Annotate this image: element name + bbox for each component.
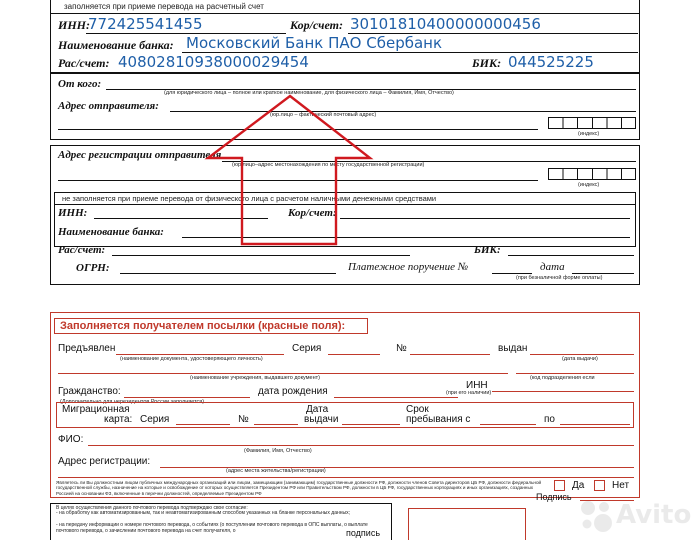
inn-line [492, 391, 634, 392]
number-line [410, 354, 490, 355]
top-bik-value: 044525225 [508, 53, 594, 71]
cash-ogrn-label: ОГРН: [76, 262, 110, 274]
registration-index-caption: (индекс) [578, 182, 600, 188]
citizenship-line [124, 397, 250, 398]
registration-index-cells [548, 168, 636, 180]
presented-label: Предъявлен [58, 343, 116, 354]
cash-bik-line [508, 255, 634, 256]
issued-label: выдан [498, 343, 528, 354]
migration-series-line [176, 424, 230, 425]
migration-issue-date-2: выдачи [304, 414, 339, 425]
reg-address-caption: (адрес места жительства/регистрации) [226, 468, 326, 474]
migration-stay-1: Срок [406, 404, 429, 415]
series-label: Серия [292, 343, 322, 354]
sender-from-caption: (для юридического лица – полное или краткое наименование, для физического лица – Фамилия, Имя, Отчество) [164, 90, 454, 96]
migration-number-sign: № [238, 414, 249, 425]
cash-header-note: не заполняется при приеме перевода от физического лица с расчетом наличными денежными средствами [62, 194, 437, 203]
dept-code-line [516, 373, 634, 374]
top-inn-value: 772425541455 [88, 15, 203, 33]
migration-series-label: Серия [140, 414, 170, 425]
fio-line [88, 445, 634, 446]
registration-caption: (юр.лицо–адрес местонахождения по месту государственной регистрации) [232, 162, 425, 168]
birth-date-line [334, 397, 458, 398]
watermark-text: Avito [616, 500, 691, 530]
migration-label-1: Миграционная [62, 404, 130, 415]
signature-label: Подпись [536, 492, 572, 502]
cash-inn-label: ИНН: [58, 207, 88, 219]
cash-ras-label: Рас/счет: [58, 244, 106, 256]
avito-logo-icon [578, 498, 614, 534]
migration-stay-2: пребывания с [406, 414, 471, 425]
top-bank-value: Московский Банк ПАО Сбербанк [186, 34, 443, 52]
cash-ogrn-line [120, 273, 336, 274]
dept-code-caption: (код подразделения если [530, 375, 595, 381]
reg-address-line-2 [58, 477, 634, 478]
sender-address-label: Адрес отправителя: [58, 100, 159, 112]
top-kor-label: Кор/счет: [290, 18, 343, 32]
birth-date-label: дата рождения [258, 386, 328, 397]
institution-line [58, 373, 508, 374]
top-bank-label: Наименование банка: [58, 38, 174, 52]
cash-ras-line [112, 255, 410, 256]
yes-label: Да [572, 480, 585, 491]
cash-bank-label: Наименование банка: [58, 226, 164, 238]
registration-label: Адрес регистрации отправителя [58, 149, 222, 161]
migration-label-2: карта: [104, 414, 133, 425]
signature-bottom-label: подпись [346, 528, 381, 538]
cash-payment-caption: (при безналичной форме оплаты) [516, 275, 603, 281]
top-header-divider [50, 13, 640, 14]
cash-payment-label: Платежное поручение № [348, 261, 469, 273]
bottom-red-box [408, 508, 526, 540]
sender-address-caption: (юр.лицо – фактический почтовый адрес) [270, 112, 377, 118]
migration-issue-date-line [342, 424, 400, 425]
top-ras-value: 40802810938000029454 [118, 53, 309, 71]
issue-date-caption: (дата выдачи) [562, 356, 598, 362]
number-sign: № [396, 343, 407, 354]
fio-label: ФИО: [58, 434, 84, 445]
top-ras-label: Рас/счет: [58, 56, 110, 70]
citizenship-label: Гражданство: [58, 386, 121, 397]
migration-stay-to: по [544, 414, 555, 425]
issued-line [530, 354, 634, 355]
watermark [578, 494, 691, 538]
consent-2: - на передачу информации о номере почтового перевода, о событиях (о поступлении почтового перевода в ОПС выплаты, о выплате почтового перевода, о зачислении почтового перевода на счет получателя, о [56, 522, 368, 534]
cash-bik-label: БИК: [474, 244, 501, 256]
no-label: Нет [612, 480, 630, 491]
inn-label: ИНН [466, 380, 488, 391]
migration-number-line [254, 424, 298, 425]
doc-caption: (наименование документа, удостоверяющего личность) [120, 356, 263, 362]
institution-caption: (наименование учреждения, выдавшего документ) [190, 375, 320, 381]
top-inn-label: ИНН: [58, 18, 90, 32]
sender-index-cells [548, 117, 636, 129]
consent-1: - на обработку как автоматизированным, так и неавтоматизированным способом указанных на бланке персональных данных; [56, 510, 350, 516]
cash-kor-label: Кор/счет: [288, 207, 337, 219]
migration-stay-to-line [560, 424, 630, 425]
no-checkbox[interactable] [594, 480, 605, 491]
yes-checkbox[interactable] [554, 480, 565, 491]
presented-line [116, 354, 284, 355]
migration-stay-from-line [480, 424, 536, 425]
nonresident-caption: (Дополнительно для нерезидентов России заполняется) [60, 399, 205, 405]
top-header-note: заполняется при приеме перевода на расчетный счет [64, 2, 264, 11]
sender-from-label: От кого: [58, 78, 102, 90]
sender-index-caption: (индекс) [578, 131, 600, 137]
arrow-up-icon [200, 90, 380, 250]
recipient-header: Заполняется получателем посылки (красные поля): [60, 320, 346, 332]
cash-date-label: дата [540, 261, 565, 273]
fio-caption: (Фамилия, Имя, Отчество) [244, 448, 312, 454]
migration-issue-date-1: Дата [306, 404, 329, 415]
cash-date-line [572, 273, 634, 274]
inn-caption: (при его наличии) [446, 390, 492, 396]
top-bik-label: БИК: [472, 56, 502, 70]
reg-address-label: Адрес регистрации: [58, 456, 151, 467]
consent-header: В целях осуществления данного почтового перевода подтверждаю свое согласие: [56, 505, 248, 511]
series-line [328, 354, 380, 355]
cash-payment-line [492, 273, 532, 274]
official-note: Являетесь ли Вы должностным лицом публичных международных организаций или лицом, замещающим (занимающим) государственные должности РФ, должности членов Совета директоров ЦБ РФ, должности федеральной государственной службы, назначение на которые и освобождение от которых осуществляется Президентом РФ или Правительством РФ, должности в ЦБ РФ, государственных корпорациях и иных организациях, созданных Россией на основании ФЗ, включенные в перечни должностей, определяемые Президентом РФ [56, 480, 542, 496]
cash-kor-line [340, 218, 630, 219]
top-kor-value: 30101810400000000456 [350, 15, 541, 33]
